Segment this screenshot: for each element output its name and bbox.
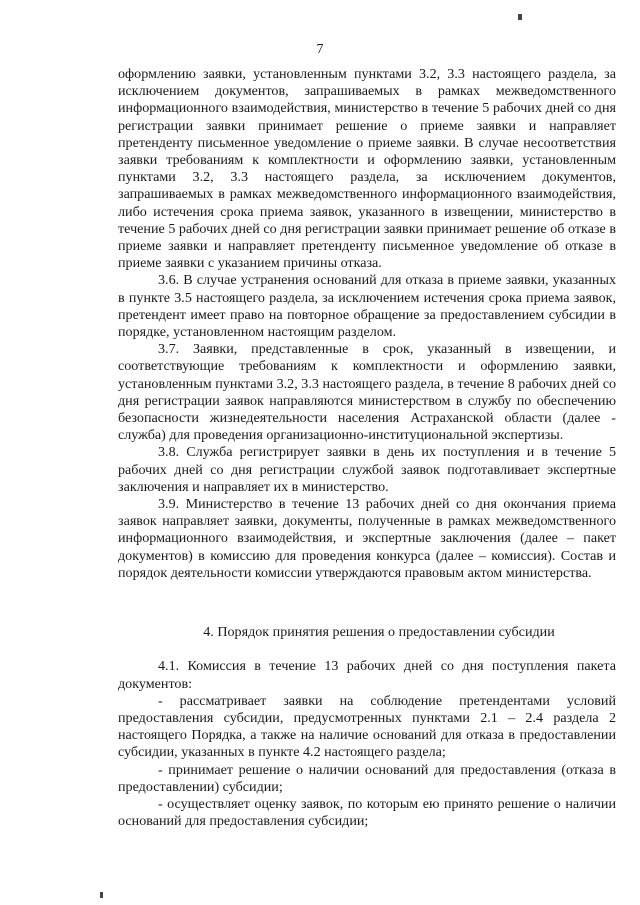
paragraph-3-7: 3.7. Заявки, представленные в срок, указанный в извещении, и соответствующие требованиям к комплектности и оформлению заявки, установленным пунктами 3.2, 3.3 настоящего раздела, в течение 8 рабочих дней со дня регистрации заявок направляются министерством в службу по обеспечению безопасности жизнедеятельности населения Астраханской области (далее - служба) для проведения организационно-институциональной экспертизы.	[118, 341, 616, 444]
scan-mark	[100, 892, 103, 898]
paragraph-4-1: 4.1. Комиссия в течение 13 рабочих дней со дня поступления пакета документов:	[118, 658, 616, 692]
scan-mark	[518, 14, 522, 20]
paragraph-3-9: 3.9. Министерство в течение 13 рабочих дней со дня окончания приема заявок направляет заявки, документы, полученные в рамках межведомственного информационного взаимодействия, и экспертные заключения (далее – пакет документов) в комиссию для проведения конкурса (далее – комиссия). Состав и порядок деятельности комиссии утверждаются правовым актом министерства.	[118, 496, 616, 581]
section-heading: 4. Порядок принятия решения о предоставлении субсидии	[203, 624, 555, 641]
document-body	[118, 66, 616, 830]
paragraph-3-6: 3.6. В случае устранения оснований для отказа в приеме заявки, указанных в пункте 3.5 настоящего раздела, за исключением истечения срока приема заявок, претендент имеет право на повторное обращение за предоставлением субсидии в порядке, установленном настоящим разделом.	[118, 272, 616, 341]
list-item: - осуществляет оценку заявок, по которым ею принято решение о наличии оснований для предоставления субсидии;	[118, 795, 616, 830]
page-number: 7	[316, 42, 324, 57]
list-item: - принимает решение о наличии оснований для предоставления (отказа в предоставлении) субсидии;	[118, 761, 616, 795]
paragraph-3-8: 3.8. Служба регистрирует заявки в день их поступления и в течение 5 рабочих дней со дня регистрации службой заявок подготавливает экспертные заключения и направляет их в министерство.	[118, 444, 616, 495]
paragraph-continuation: оформлению заявки, установленным пунктами 3.2, 3.3 настоящего раздела, за исключением документов, запрашиваемых в рамках межведомственного информационного взаимодействия, министерство в течение 5 рабочих дней со дня регистрации заявки принимает решение о приеме заявки и направляет претенденту письменное уведомление о приеме заявки. В случае несоответствия заявки требованиям к комплектности и оформлению заявки, установленным пунктами 3.2, 3.3 настоящего раздела, за исключением документов, запрашиваемых в рамках межведомственного информационного взаимодействия, либо истечения срока приема заявок, указанного в извещении, министерство в течение 5 рабочих дней со дня регистрации заявки принимает решение об отказе в приеме заявки и направляет претенденту письменное уведомление об отказе в приеме заявки с указанием причины отказа.	[118, 66, 616, 272]
list-item: - рассматривает заявки на соблюдение претендентами условий предоставления субсидии, предусмотренных пунктами 2.1 – 2.4 раздела 2 настоящего Порядка, а также на наличие оснований для отказа в предоставлении субсидии, указанных в пункте 4.2 настоящего раздела;	[118, 692, 616, 761]
